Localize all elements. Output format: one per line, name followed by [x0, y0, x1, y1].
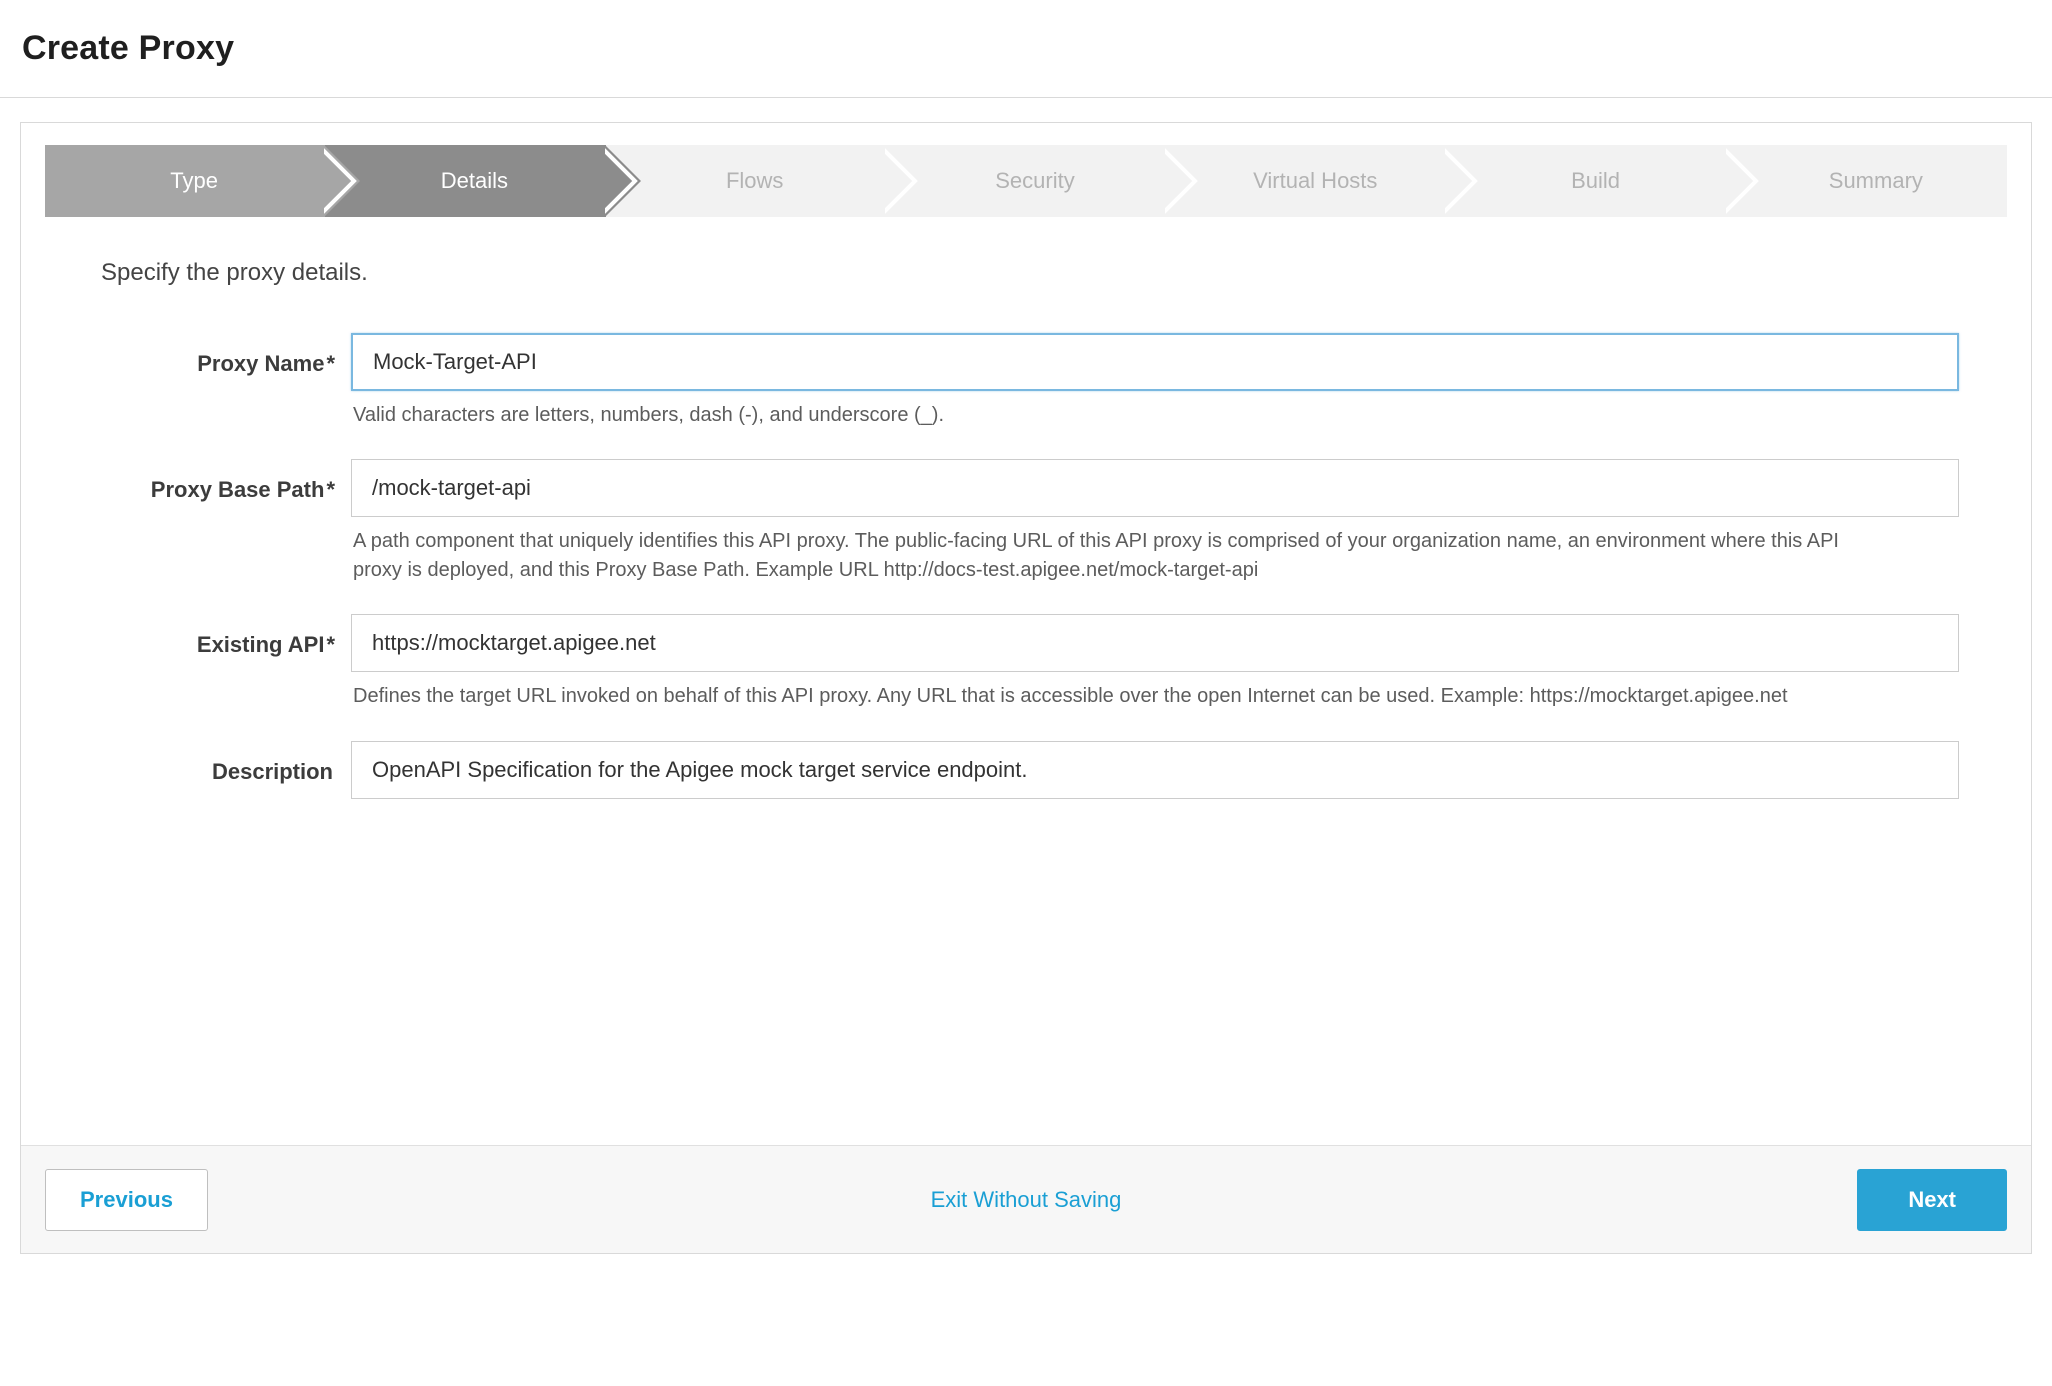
existing-api-label [21, 614, 351, 658]
description-input[interactable] [351, 741, 1959, 799]
proxy-name-row [21, 333, 2031, 459]
wizard-footer [21, 1145, 2031, 1253]
proxy-base-path-helper: A path component that uniquely identifies this API proxy. The public-facing URL of this API proxy is comprised of your organization name, an environment where this API proxy is deployed, and this Proxy Base Path. Example URL http://docs-test.apigee.net/mock-target-api [353, 530, 1839, 581]
wizard-step-security[interactable] [886, 145, 1166, 217]
previous-button[interactable]: Previous [45, 1169, 208, 1231]
existing-api-row [21, 614, 2031, 740]
proxy-details-form [21, 333, 2031, 799]
wizard-step-flows[interactable] [606, 145, 886, 217]
wizard-step-type-label: Type [170, 168, 218, 193]
required-marker: * [326, 632, 335, 658]
description-label-text: Description [211, 758, 333, 784]
proxy-base-path-label-text: Proxy Base Path [150, 477, 325, 503]
description-label [21, 741, 351, 785]
required-marker: * [326, 351, 335, 376]
page-title: Create Proxy [22, 29, 235, 67]
proxy-base-path-field-col [351, 459, 2031, 614]
wizard-step-summary-label: Summary [1828, 168, 1923, 193]
proxy-name-label [21, 333, 351, 377]
wizard-step-virtual-hosts[interactable] [1166, 145, 1446, 217]
wizard-step-build-label: Build [1571, 168, 1620, 193]
exit-without-saving-link[interactable]: Exit Without Saving [930, 1186, 1122, 1212]
wizard-step-build[interactable] [1446, 145, 1726, 217]
proxy-name-input[interactable] [351, 333, 1959, 391]
chevron-right-icon [1165, 145, 1201, 217]
wizard-steps [45, 145, 2007, 217]
wizard-step-security-label: Security [995, 168, 1075, 193]
wizard-step-flows-label: Flows [725, 168, 784, 193]
wizard-step-virtual-hosts-label: Virtual Hosts [1253, 168, 1378, 193]
proxy-base-path-row [21, 459, 2031, 614]
chevron-right-icon [324, 145, 360, 217]
chevron-right-icon [1445, 145, 1481, 217]
required-marker: * [326, 477, 335, 503]
description-row [21, 741, 2031, 799]
content-area [0, 98, 2052, 1254]
proxy-name-label-text: Proxy Name [197, 351, 325, 376]
form-intro-text: Specify the proxy details. [101, 259, 368, 286]
page-header [0, 0, 2052, 98]
existing-api-field-col [351, 614, 2031, 740]
wizard-step-details-label: Details [440, 168, 509, 193]
description-field-col [351, 741, 2031, 799]
chevron-right-icon [885, 145, 921, 217]
next-button[interactable]: Next [1857, 1169, 2007, 1231]
wizard-step-summary[interactable] [1727, 145, 2007, 217]
existing-api-helper: Defines the target URL invoked on behalf of this API proxy. Any URL that is accessible over the open Internet can be used. Example: https://mocktarget.apigee.net [353, 685, 1788, 708]
proxy-name-field-col [351, 333, 2031, 459]
create-proxy-panel [20, 122, 2032, 1254]
existing-api-input[interactable] [351, 614, 1959, 672]
wizard-step-type[interactable] [45, 145, 325, 217]
chevron-right-icon [1726, 145, 1762, 217]
proxy-name-helper: Valid characters are letters, numbers, dash (-), and underscore (_). [353, 404, 944, 426]
proxy-base-path-input[interactable] [351, 459, 1959, 517]
proxy-base-path-label [21, 459, 351, 503]
existing-api-label-text: Existing API [196, 632, 325, 658]
wizard-step-details[interactable] [325, 145, 605, 217]
chevron-right-icon [605, 145, 641, 217]
